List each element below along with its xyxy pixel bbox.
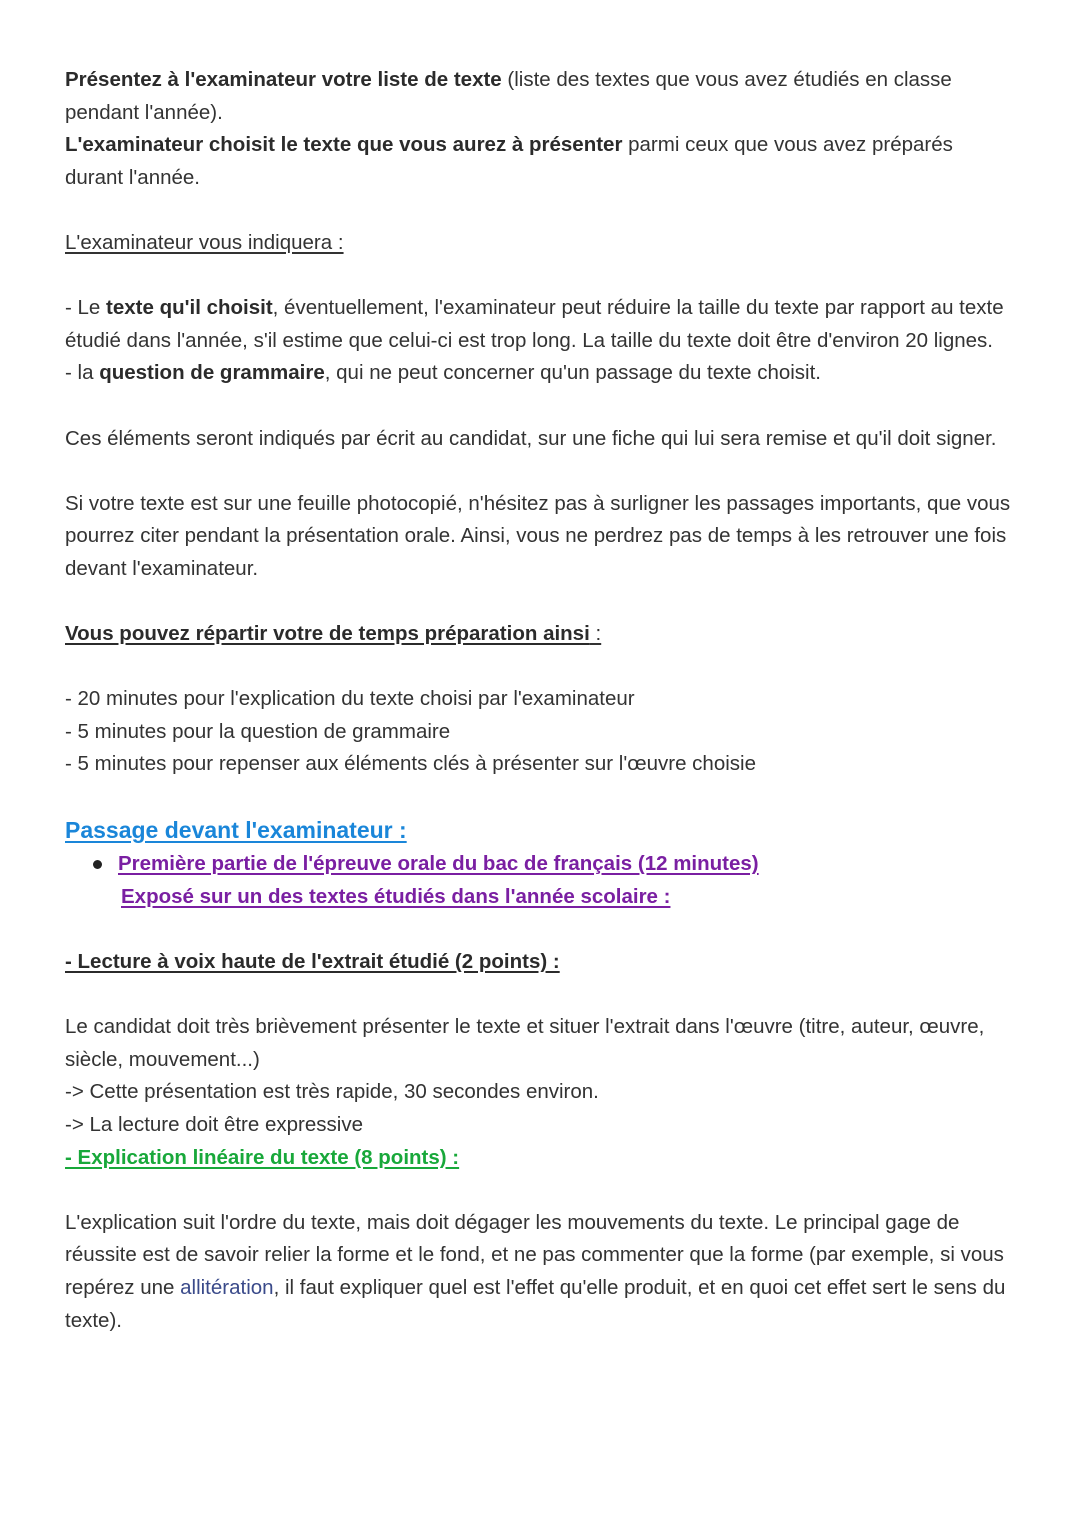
lecture-heading: - Lecture à voix haute de l'extrait étudié (2 points) : xyxy=(65,950,560,974)
list-item: - 20 minutes pour l'explication du texte choisi par l'examinateur xyxy=(65,687,635,711)
paragraph-photocopie: Si votre texte est sur une feuille photocopié, n'hésitez pas à surligner les passages importants, que vous pourrez citer pendant la présentation orale. Ainsi, vous ne perdrez pas de temps à les retrouver une fois devant l'examinateur. xyxy=(65,491,1011,580)
paragraph-elements: Ces éléments seront indiqués par écrit au candidat, sur une fiche qui lui sera remise et qu'il doit signer. xyxy=(65,426,997,450)
bold-texte-choisit: texte qu'il choisit xyxy=(106,296,273,320)
list-item: - 5 minutes pour repenser aux éléments clés à présenter sur l'œuvre choisie xyxy=(65,752,756,776)
bold-examinateur-choisit: L'examinateur choisit le texte que vous aurez à présenter xyxy=(65,133,623,157)
allitteration-link[interactable]: allitération xyxy=(180,1275,274,1299)
list-item: - 5 minutes pour la question de grammaire xyxy=(65,719,451,743)
paragraph-explication: L'explication suit l'ordre du texte, mais doit dégager les mouvements du texte. Le principal gage de réussite est de savoir relier la forme et le fond, et ne pas commenter que la forme (par exemple, si vous repérez une allitération, il faut expliquer quel est l'effet qu'elle produit, et en quoi cet effet sert le sens du texte). xyxy=(65,1210,1006,1332)
expose-link[interactable]: Exposé sur un des textes étudiés dans l'année scolaire : xyxy=(121,884,671,908)
expose-line xyxy=(65,881,1015,914)
repartir-heading: Vous pouvez répartir votre de temps préparation ainsi : xyxy=(65,622,602,646)
list-item: -> La lecture doit être expressive xyxy=(65,1113,363,1136)
passage-heading[interactable]: Passage devant l'examinateur : xyxy=(65,816,407,843)
premiere-partie-item xyxy=(65,848,1015,881)
lecture-list xyxy=(65,1011,1015,1141)
premiere-partie-link[interactable]: Première partie de l'épreuve orale du bac de français (12 minutes) xyxy=(118,852,759,876)
explication-heading[interactable]: - Explication linéaire du texte (8 points) : xyxy=(65,1145,460,1169)
list-texte-choisi: - Le texte qu'il choisit, éventuellement, l'examinateur peut réduire la taille du texte par rapport au texte étudié dans l'année, s'il estime que celui-ci est trop long. La taille du texte doit être d'environ 20 lignes. - la question de grammaire, qui ne peut concerner qu'un passage du texte choisit. xyxy=(65,296,1004,385)
bullet-icon xyxy=(93,860,102,869)
list-item: Le candidat doit très brièvement présenter le texte et situer l'extrait dans l'œuvre (titre, auteur, œuvre, siècle, mouvement...) xyxy=(65,1015,985,1071)
bold-question-grammaire: question de grammaire xyxy=(99,361,325,385)
document-body xyxy=(65,64,1015,1337)
bold-presentez: Présentez à l'examinateur votre liste de texte xyxy=(65,68,502,91)
indiquera-label: L'examinateur vous indiquera : xyxy=(65,230,344,254)
list-item: -> Cette présentation est très rapide, 30 secondes environ. xyxy=(65,1080,599,1104)
time-list xyxy=(65,683,1015,781)
paragraph-liste-textes: Présentez à l'examinateur votre liste de texte (liste des textes que vous avez étudiés en classe pendant l'année). L'examinateur choisit le texte que vous aurez à présenter parmi ceux que vous avez préparés durant l'année. xyxy=(65,68,953,189)
